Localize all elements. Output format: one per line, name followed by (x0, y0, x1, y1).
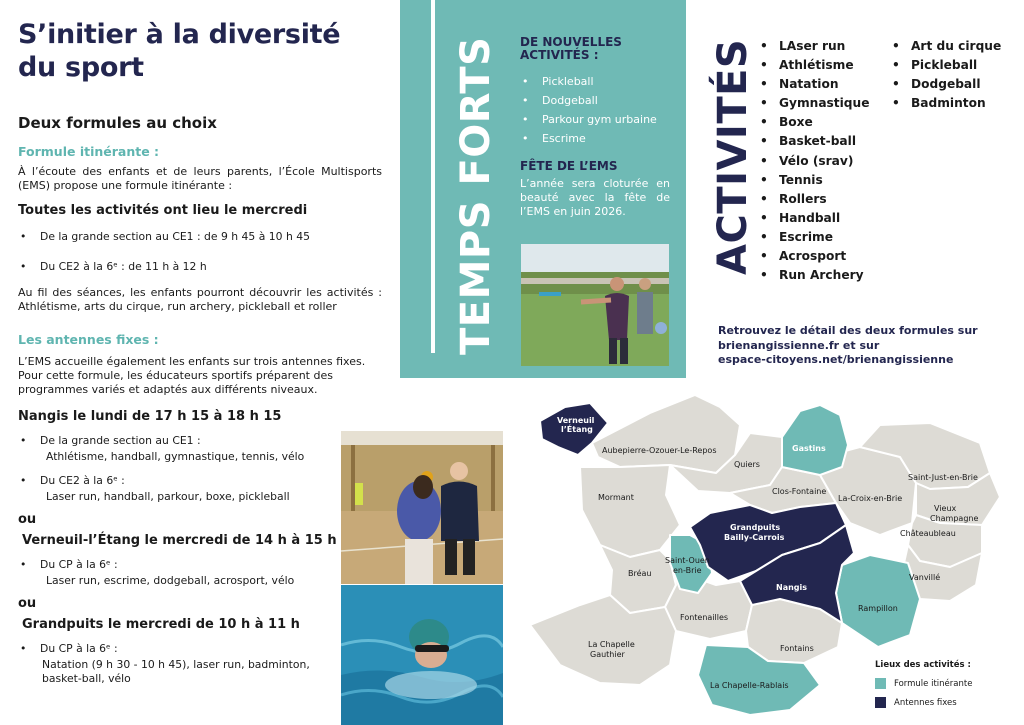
new-activities-list (520, 72, 670, 148)
map-area-mormant (580, 465, 680, 557)
list-item: • Badminton (889, 94, 1001, 113)
more-info-link[interactable]: brienangissienne.fr et sur (718, 338, 880, 352)
list-item: • Escrime (757, 228, 869, 247)
map-label: Clos-Fontaine (772, 487, 827, 496)
more-info-line: Retrouvez le détail des deux formules sur (718, 324, 978, 337)
map-label: Vieux (934, 504, 957, 513)
bullet-label: Du CP à la 6ᵉ : (40, 642, 118, 655)
activites-title: ACTIVITÉS (710, 38, 756, 275)
list-item: • Tennis (757, 171, 869, 190)
temps-forts-content (520, 36, 670, 219)
bullet-label: Du CE2 à la 6ᵉ : (40, 474, 125, 487)
left-column (18, 18, 382, 686)
map-label: Gastins (792, 444, 826, 453)
map-label: La Chapelle (588, 640, 635, 649)
list-item: • Acrosport (757, 247, 869, 266)
list-item: • Dodgeball (889, 75, 1001, 94)
map-legend (875, 660, 1015, 708)
formulas-heading: Deux formules au choix (18, 114, 217, 132)
page-title-line2: du sport (18, 52, 144, 83)
swimming-photo-illustration (341, 585, 503, 725)
page-title (18, 18, 382, 84)
temps-forts-panel (400, 0, 686, 378)
list-item: • Gymnastique (757, 94, 869, 113)
bullet-detail: Laser run, escrime, dodgeball, acrosport, vélo (46, 574, 295, 587)
list-item: • Basket-ball (757, 132, 869, 151)
verneuil-schedule: Verneuil-l’Étang le mercredi de 14 h à 15 h (22, 533, 337, 548)
map-label: Grandpuits (730, 523, 781, 532)
archery-photo (521, 244, 669, 366)
map-label: Nangis (776, 583, 808, 592)
bullet-detail: Laser run, handball, parkour, boxe, pickleball (46, 490, 290, 503)
map-label: La-Croix-en-Brie (838, 494, 903, 503)
antennes-text: L’EMS accueille également les enfants sur trois antennes fixes. Pour cette formule, les éducateurs sportifs préparent des programmes variés et adaptés aux différents niveaux. (18, 355, 366, 396)
legend-label: Antennes fixes (894, 697, 957, 708)
or-separator: ou (18, 596, 37, 611)
map-label: Vanvillé (909, 573, 941, 582)
map-label: Rampillon (858, 604, 898, 613)
archery-photo-illustration (521, 244, 669, 366)
map-label: Bréau (628, 569, 652, 578)
list-item: • Escrime (520, 129, 670, 148)
list-item: • Dodgeball (520, 91, 670, 110)
fete-text: L’année sera cloturée en beauté avec la fête de l’EMS en juin 2026. (520, 177, 670, 218)
activities-list-2 (889, 37, 1001, 113)
map-label: La Chapelle-Rablais (710, 681, 789, 690)
legend-swatch (875, 678, 886, 689)
bullet-detail: Natation (9 h 30 - 10 h 45), laser run, badminton, basket-ball, vélo (42, 658, 310, 685)
swimming-photo (341, 585, 503, 725)
nangis-bullet (18, 434, 382, 464)
itinerant-text-2: Au fil des séances, les enfants pourront découvrir les activités : Athlétisme, arts du cirque, run archery, pickleball et roller (18, 286, 382, 313)
list-item: • Rollers (757, 190, 869, 209)
list-item: • Vélo (srav) (757, 152, 869, 171)
or-separator: ou (18, 512, 37, 527)
gym-photo (341, 431, 503, 584)
more-info-link[interactable]: espace-citoyens.net/brienangissienne (718, 353, 954, 366)
grandpuits-schedule: Grandpuits le mercredi de 10 h à 11 h (22, 617, 300, 632)
list-item: • Athlétisme (757, 56, 869, 75)
map-label: Gauthier (590, 650, 625, 659)
map-label: Fontains (780, 644, 814, 653)
grandpuits-bullet (18, 642, 328, 686)
list-item: • Parkour gym urbaine (520, 110, 670, 129)
list-item: • Pickleball (520, 72, 670, 91)
nangis-bullet (18, 474, 382, 504)
itinerant-text: À l’écoute des enfants et de leurs parents, l’École Multisports (EMS) propose une formule itinérante : (18, 165, 382, 192)
legend-label: Formule itinérante (894, 678, 973, 689)
map-label: Verneuil (557, 416, 595, 425)
list-item: • Handball (757, 209, 869, 228)
map-label: Bailly-Carrois (724, 533, 785, 542)
itinerant-bullet: • De la grande section au CE1 : de 9 h 45 à 10 h 45 (18, 230, 382, 244)
map-label: l’Étang (561, 425, 593, 434)
gym-photo-illustration (341, 431, 503, 584)
verneuil-bullet (18, 558, 382, 588)
map-label: Châteaubleau (900, 529, 956, 538)
map-label: Saint-Ouen (665, 556, 710, 565)
nangis-schedule: Nangis le lundi de 17 h 15 à 18 h 15 (18, 409, 282, 424)
legend-title: Lieux des activités : (875, 660, 971, 670)
list-item: • Art du cirque (889, 37, 1001, 56)
bullet-detail: Athlétisme, handball, gymnastique, tennis, vélo (46, 450, 305, 463)
itinerant-day: Toutes les activités ont lieu le mercredi (18, 203, 308, 218)
map-label: Fontenailles (680, 613, 729, 622)
map-label: Aubepierre-Ozouer-Le-Repos (602, 446, 717, 455)
map-label: Saint-Just-en-Brie (908, 473, 978, 482)
more-info-text (718, 324, 1008, 368)
bullet-label: Du CP à la 6ᵉ : (40, 558, 118, 571)
antennes-heading: Les antennes fixes : (18, 332, 159, 347)
bullet-label: De la grande section au CE1 : (40, 434, 201, 447)
map-area-gastins (782, 405, 848, 475)
page-title-line1: S’initier à la diversité (18, 19, 341, 50)
list-item: • Natation (757, 75, 869, 94)
list-item: • LAser run (757, 37, 869, 56)
itinerant-heading: Formule itinérante : (18, 144, 160, 159)
list-item: • Boxe (757, 113, 869, 132)
temps-forts-title: TEMPS FORTS (453, 36, 499, 355)
list-item: • Run Archery (757, 266, 869, 285)
map-area-rampillon (836, 555, 920, 647)
map-label: Champagne (930, 514, 979, 523)
map-label: Quiers (734, 460, 760, 469)
divider (431, 0, 435, 353)
map-area-aubepierre (592, 395, 740, 473)
map-label: Mormant (598, 493, 634, 502)
fete-heading: FÊTE DE L’EMS (520, 159, 618, 173)
legend-item-fixes (875, 697, 1015, 708)
legend-swatch (875, 697, 886, 708)
legend-item-itinerant (875, 678, 1015, 689)
itinerant-bullet: • Du CE2 à la 6ᵉ : de 11 h à 12 h (18, 260, 382, 274)
new-activities-heading: DE NOUVELLES ACTIVITÉS : (520, 35, 622, 62)
activities-list-1 (757, 37, 869, 285)
map-label: en-Brie (673, 566, 702, 575)
list-item: • Pickleball (889, 56, 1001, 75)
